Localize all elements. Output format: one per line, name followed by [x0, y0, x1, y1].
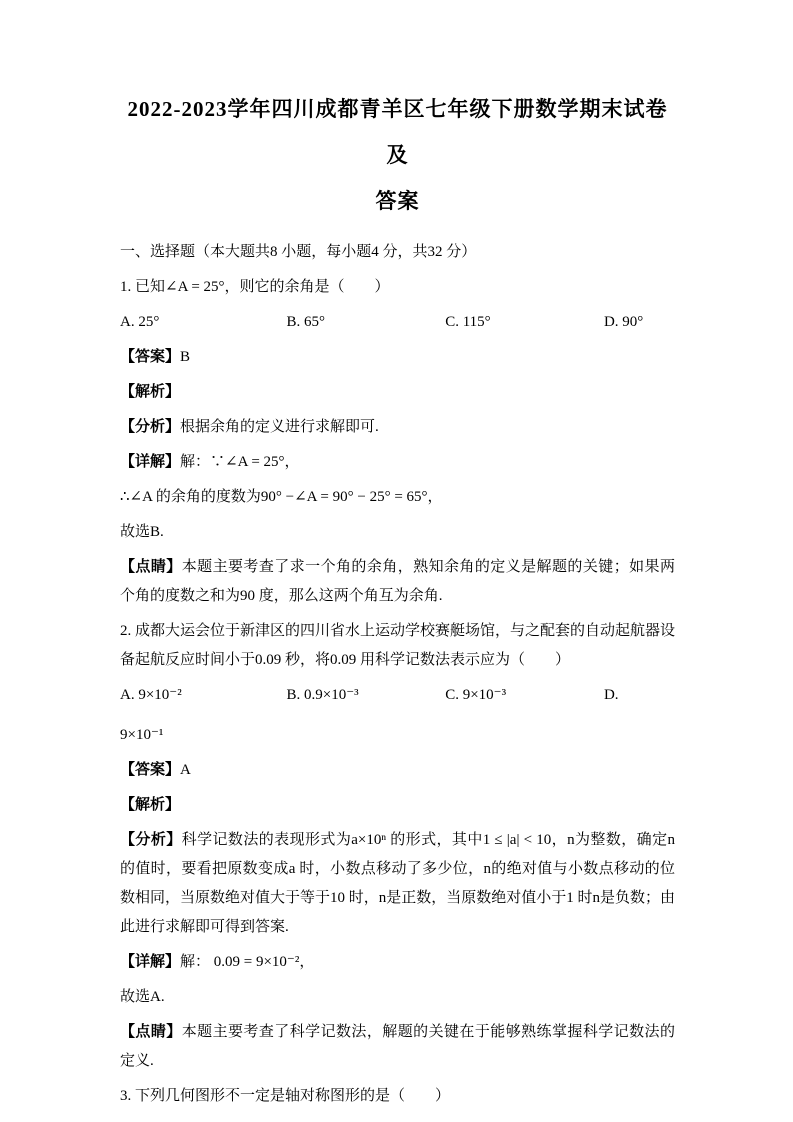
q1-note-row: [120, 553, 675, 611]
note-label: 【点睛】: [120, 559, 182, 575]
q1-note-text: 本题主要考查了求一个角的余角，熟知余角的定义是解题的关键；如果两个角的度数之和为90 度，那么这两个角互为余角.: [120, 559, 675, 604]
q2-answer-value: A: [180, 762, 191, 778]
q2-option-d-value: 9×10⁻¹: [120, 727, 164, 743]
analysis-label: 【解析】: [120, 797, 181, 813]
q2-option-c: C. 9×10⁻³: [445, 687, 507, 703]
q1-detail-text-1: 解：∵∠A = 25°，: [180, 454, 300, 470]
q2-stem: 2. 成都大运会位于新津区的四川省水上运动学校赛艇场馆，与之配套的自动起航器设备起航反应时间小于0.09 秒，将0.09 用科学记数法表示应为（ ）: [120, 623, 676, 668]
q2-detail-text: 解： 0.09 = 9×10⁻²，: [180, 954, 315, 970]
q1-analysis-label: [120, 378, 675, 407]
q1-answer-row: [120, 343, 675, 372]
section-header: 一、选择题（本大题共8 小题，每小题4 分，共32 分）: [120, 244, 477, 260]
title-line-1: 2022-2023学年四川成都青羊区七年级下册数学期末试卷及: [127, 97, 668, 167]
q2-note-row: [120, 1018, 675, 1076]
q2-option-d: D.: [603, 687, 619, 703]
q1-option-a: A. 25°: [120, 314, 160, 330]
answer-label: 【答案】: [120, 349, 181, 365]
detail-label: 【详解】: [120, 454, 181, 470]
detail-label: 【详解】: [120, 954, 181, 970]
q2-conclusion: 故选A.: [120, 989, 165, 1005]
title-line-2: 答案: [375, 189, 420, 213]
q1-options: [120, 308, 675, 337]
breakdown-label: 【分析】: [120, 419, 181, 435]
q2-option-a: A. 9×10⁻²: [120, 687, 182, 703]
q1-detail-line1: [120, 448, 675, 477]
q2-breakdown-text: 科学记数法的表现形式为a×10ⁿ 的形式，其中1 ≤ |a| < 10，n为整数，确定n 的值时，要看把原数变成a 时，小数点移动了多少位，n的绝对值与小数点移动的位数相同，当原数绝对值大于等于10 时，n是正数，当原数绝对值小于1 时n是负数；由此进行求解即可得到答案.: [120, 832, 676, 935]
answer-label: 【答案】: [120, 762, 181, 778]
q1-breakdown-row: [120, 413, 675, 442]
breakdown-label: 【分析】: [120, 832, 182, 848]
q2-answer-row: [120, 756, 675, 785]
q1-breakdown-text: 根据余角的定义进行求解即可.: [180, 419, 379, 435]
q1-stem: 1. 已知∠A = 25°，则它的余角是（ ）: [120, 279, 390, 295]
q2-detail-row: [120, 948, 675, 977]
q2-option-b: B. 0.9×10⁻³: [286, 687, 359, 703]
q1-option-c: C. 115°: [445, 314, 491, 330]
q1-conclusion: 故选B.: [120, 524, 164, 540]
q2-analysis-label: [120, 791, 675, 820]
q2-breakdown-row: [120, 826, 675, 942]
q1-detail-line2: ∴∠A 的余角的度数为90° −∠A = 90° − 25° = 65°，: [120, 489, 443, 505]
q3-stem: 3. 下列几何图形不一定是轴对称图形的是（ ）: [120, 1088, 451, 1104]
analysis-label: 【解析】: [120, 384, 181, 400]
q2-note-text: 本题主要考查了科学记数法，解题的关键在于能够熟练掌握科学记数法的定义.: [120, 1024, 675, 1069]
q1-option-b: B. 65°: [286, 314, 326, 330]
note-label: 【点睛】: [120, 1024, 182, 1040]
q1-option-d: D. 90°: [603, 314, 644, 330]
q1-answer-value: B: [180, 349, 191, 365]
q2-options: [120, 681, 675, 710]
document-title: [120, 86, 675, 224]
